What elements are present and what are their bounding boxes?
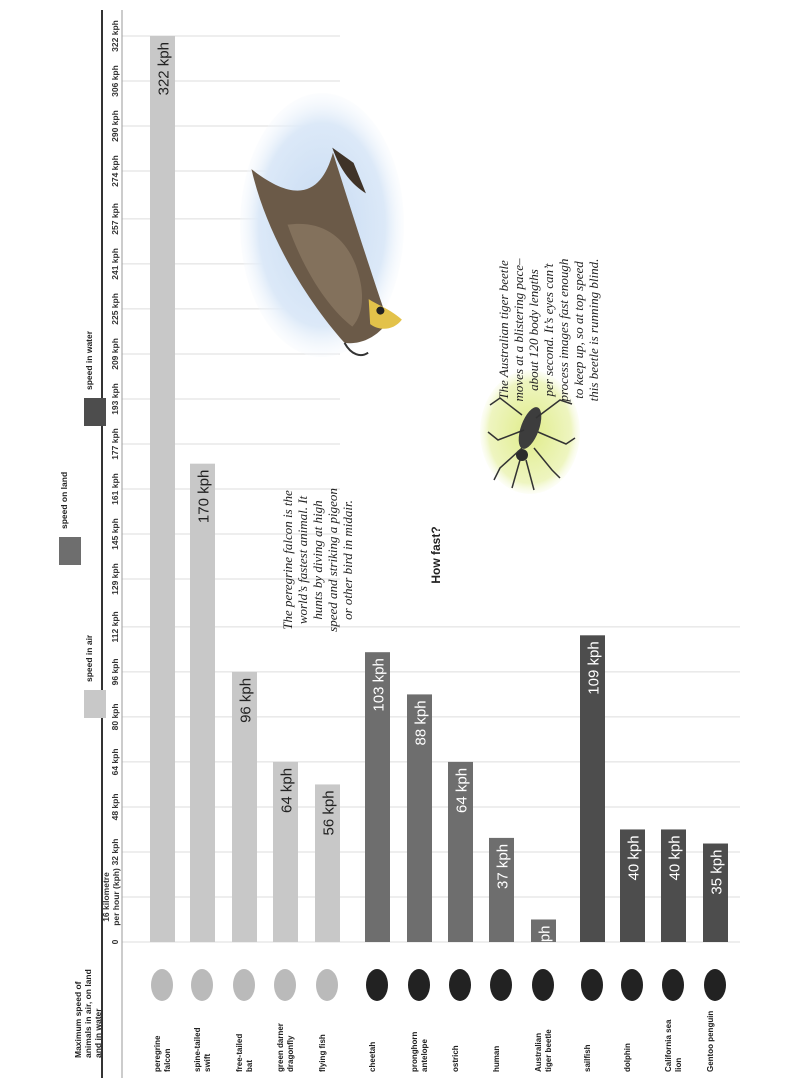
bar-value-label: 64 kph xyxy=(453,767,471,813)
bar-value-label: 40 kph xyxy=(666,835,684,881)
bar-value-label: 64 kph xyxy=(278,767,296,813)
caption-line: Maximum speed of xyxy=(73,981,83,1058)
animal-silhouette-icon xyxy=(581,969,603,1001)
caption-line: and in water xyxy=(93,1008,103,1058)
bar-value-label: 37 kph xyxy=(494,843,512,889)
x-tick-label: 48 kph xyxy=(110,793,120,821)
category-label: flying fish xyxy=(318,1034,327,1072)
x-tick-label: 193 kph xyxy=(110,383,120,415)
x-axis-tick-labels xyxy=(101,20,121,944)
x-tick-label: 241 kph xyxy=(110,248,120,280)
animal-silhouette-icon xyxy=(316,969,338,1001)
category-label: sailfish xyxy=(583,1044,592,1072)
x-tick-label: 96 kph xyxy=(110,658,120,686)
chart-caption xyxy=(73,969,103,1058)
animal-silhouette-icon xyxy=(366,969,388,1001)
bar-value-label: 322 kph xyxy=(155,42,173,96)
animal-silhouette-icon xyxy=(662,969,684,1001)
category-label: peregrinefalcon xyxy=(153,1035,172,1072)
x-tick-label: 177 kph xyxy=(110,428,120,460)
annotation-text: The peregrine falcon is theworld’s fastest animal. Ithunts by diving at highspeed and striking a pigeonor other bird in midair. xyxy=(280,488,355,632)
bar-value-label: 40 kph xyxy=(625,835,643,881)
legend-swatch-land xyxy=(59,537,81,565)
animal-silhouette-icon xyxy=(274,969,296,1001)
x-tick-label: 290 kph xyxy=(110,110,120,142)
x-tick-label: 257 kph xyxy=(110,203,120,235)
x-tick-label: 161 kph xyxy=(110,473,120,505)
animal-silhouette-icon xyxy=(621,969,643,1001)
animal-silhouette-icon xyxy=(233,969,255,1001)
category-label: ostrich xyxy=(451,1045,460,1072)
animal-silhouette-icon xyxy=(191,969,213,1001)
category-label: green darnerdragonfly xyxy=(276,1023,295,1072)
category-label: free-tailedbat xyxy=(235,1033,254,1072)
bar-value-label: 109 kph xyxy=(585,641,603,695)
category-label: California sealion xyxy=(664,1019,683,1072)
x-tick-label: 145 kph xyxy=(110,518,120,550)
animal-silhouette-icon xyxy=(490,969,512,1001)
x-tick-label: 274 kph xyxy=(110,155,120,187)
x-tick-label: 306 kph xyxy=(110,65,120,97)
animal-silhouettes xyxy=(151,969,726,1001)
chart-title: How fast? xyxy=(429,526,443,584)
x-tick-label: 112 kph xyxy=(110,611,120,643)
legend-label-land: speed on land xyxy=(59,471,69,529)
x-tick-label: 64 kph xyxy=(110,748,120,776)
bar-value-label: 56 kph xyxy=(320,790,338,836)
bar xyxy=(150,36,175,942)
legend xyxy=(59,330,106,718)
x-tick-label: 209 kph xyxy=(110,338,120,370)
bar-value-label: 35 kph xyxy=(708,849,726,895)
category-label: human xyxy=(492,1045,501,1072)
annotation-text: The Australian tiger beetlemoves at a blistering pace–about 120 body lengthsper second. It’s eyes can’tprocess images fast enoughto keep up, so at top speedthis beetle is running blind. xyxy=(496,258,601,402)
category-labels xyxy=(153,1011,715,1072)
bars xyxy=(150,36,728,962)
falcon-annotation xyxy=(280,488,355,632)
legend-item-land xyxy=(59,472,81,565)
caption-line: animals in air, on land xyxy=(83,969,93,1058)
x-tick-label: 322 kph xyxy=(110,20,120,52)
x-tick-label: 225 kph xyxy=(110,293,120,325)
category-label: spine-tailedswift xyxy=(193,1027,212,1072)
category-label: dolphin xyxy=(623,1043,632,1072)
animal-silhouette-icon xyxy=(408,969,430,1001)
animal-silhouette-icon xyxy=(532,969,554,1001)
legend-swatch-water xyxy=(84,398,106,426)
x-tick-label: 0 xyxy=(110,939,120,945)
bar-value-label: 103 kph xyxy=(370,658,388,712)
bar xyxy=(190,464,215,942)
legend-label-water: speed in water xyxy=(84,330,94,390)
animal-silhouette-icon xyxy=(704,969,726,1001)
animal-silhouette-icon xyxy=(449,969,471,1001)
animal-silhouette-icon xyxy=(151,969,173,1001)
category-label: pronghornantelope xyxy=(410,1031,429,1072)
x-tick-label: 16 kilometreper hour (kph) xyxy=(101,868,121,926)
bar-value-label: 96 kph xyxy=(237,677,255,723)
legend-swatch-air xyxy=(84,690,106,718)
beetle-annotation xyxy=(496,258,601,402)
category-label: cheetah xyxy=(368,1041,377,1072)
bar-value-label: 88 kph xyxy=(412,700,430,746)
bar-value-label: 170 kph xyxy=(195,469,213,524)
x-tick-label: 32 kph xyxy=(110,838,120,866)
bar-value-label: 8 kph xyxy=(536,925,554,963)
x-tick-label: 129 kph xyxy=(110,563,120,595)
category-label: Australiantiger beetle xyxy=(534,1029,553,1072)
legend-label-air: speed in air xyxy=(84,634,94,682)
x-tick-label: 80 kph xyxy=(110,703,120,731)
category-label: Gentoo penguin xyxy=(706,1010,715,1072)
peregrine-falcon-illustration xyxy=(240,93,406,367)
